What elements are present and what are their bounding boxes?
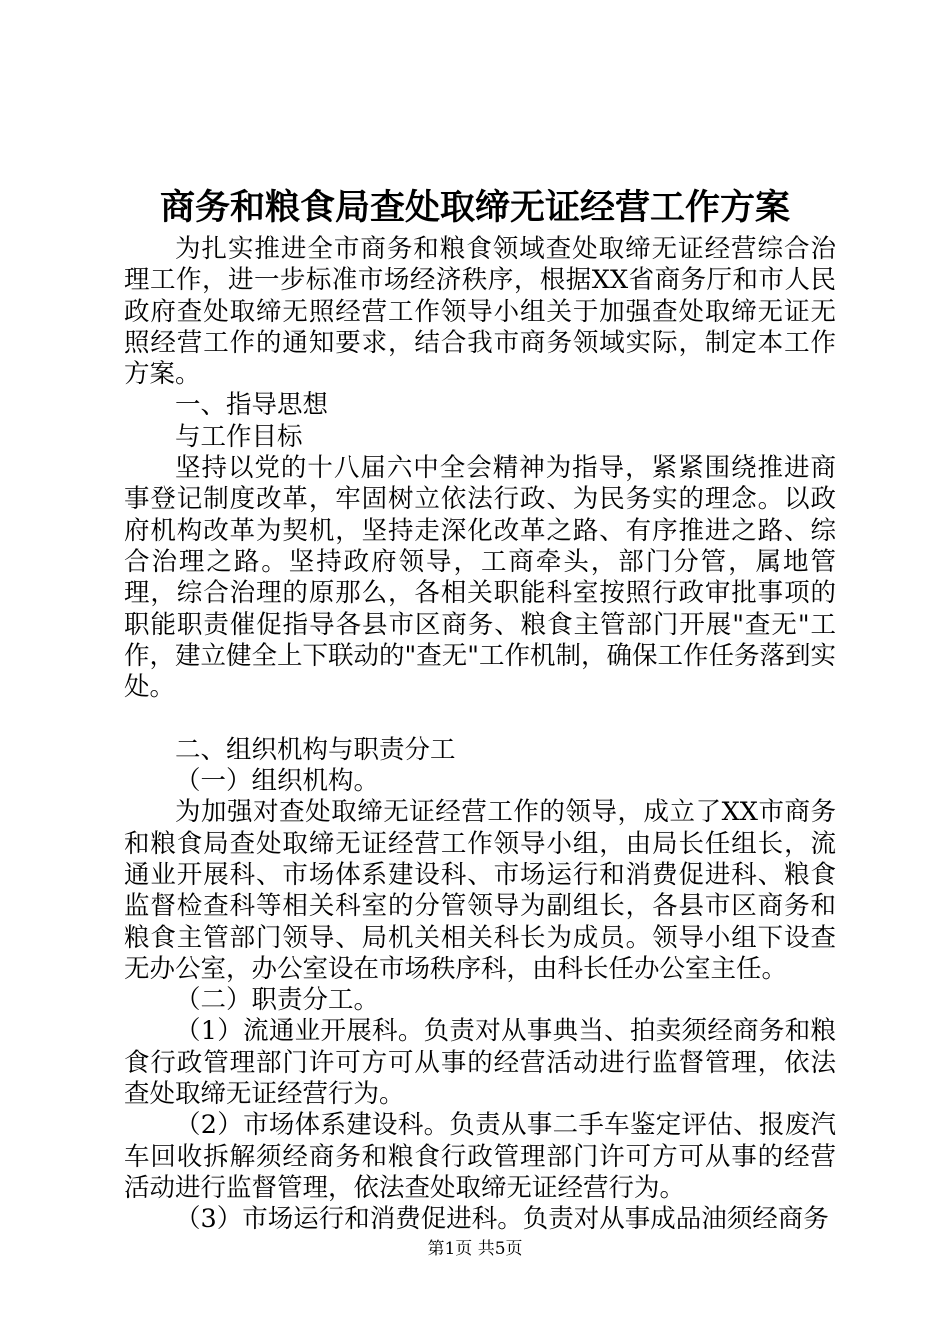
duty-item-1: （1）流通业开展科。负责对从事典当、拍卖须经商务和粮食行政管理部门许可方可从事的经营活动进行监督管理，依法查处取缔无证经营行为。: [124, 1016, 836, 1110]
document-title: 商务和粮食局查处取缔无证经营工作方案: [159, 187, 790, 228]
page-number-footer: 第1页 共5页: [427, 1239, 523, 1259]
guiding-principles-paragraph: 坚持以党的十八届六中全会精神为指导，紧紧围绕推进商事登记制度改革，牢固树立依法行政、为民务实的理念。以政府机构改革为契机，坚持走深化改革之路、有序推进之路、综合治理之路。坚持政府领导，工商牵头，部门分管，属地管理，综合治理的原那么，各相关职能科室按照行政审批事项的职能职责催促指导各县市区商务、粮食主管部门开展"查无"工作，建立健全上下联动的"查无"工作机制，确保工作任务落到实处。: [124, 453, 836, 703]
organization-paragraph: 为加强对查处取缔无证经营工作的领导，成立了XX市商务和粮食局查处取缔无证经营工作领导小组，由局长任组长，流通业开展科、市场体系建设科、市场运行和消费促进科、粮食监督检查科等相关科室的分管领导为副组长，各县市区商务和粮食主管部门领导、局机关相关科长为成员。领导小组下设查无办公室，办公室设在市场秩序科，由科长任办公室主任。: [124, 797, 836, 984]
subsection-heading-duties: （二）职责分工。: [175, 985, 380, 1016]
intro-paragraph: 为扎实推进全市商务和粮食领域查处取缔无证经营综合治理工作，进一步标准市场经济秩序，根据XX省商务厅和市人民政府查处取缔无照经营工作领导小组关于加强查处取缔无证无照经营工作的通知要求，结合我市商务领域实际，制定本工作方案。: [124, 234, 836, 390]
duty-item-3: （3）市场运行和消费促进科。负责对从事成品油须经商务: [175, 1204, 829, 1235]
document-body: [124, 234, 836, 1236]
blank-line: [124, 703, 836, 734]
section-heading-2: 二、组织机构与职责分工: [175, 734, 456, 765]
section-heading-1: 一、指导思想: [175, 390, 329, 421]
duty-item-2: （2）市场体系建设科。负责从事二手车鉴定评估、报废汽车回收拆解须经商务和粮食行政管理部门许可方可从事的经营活动进行监督管理，依法查处取缔无证经营行为。: [124, 1110, 836, 1203]
subsection-heading-organization: （一）组织机构。: [175, 766, 380, 797]
section-heading-1-continued: 与工作目标: [175, 421, 303, 452]
